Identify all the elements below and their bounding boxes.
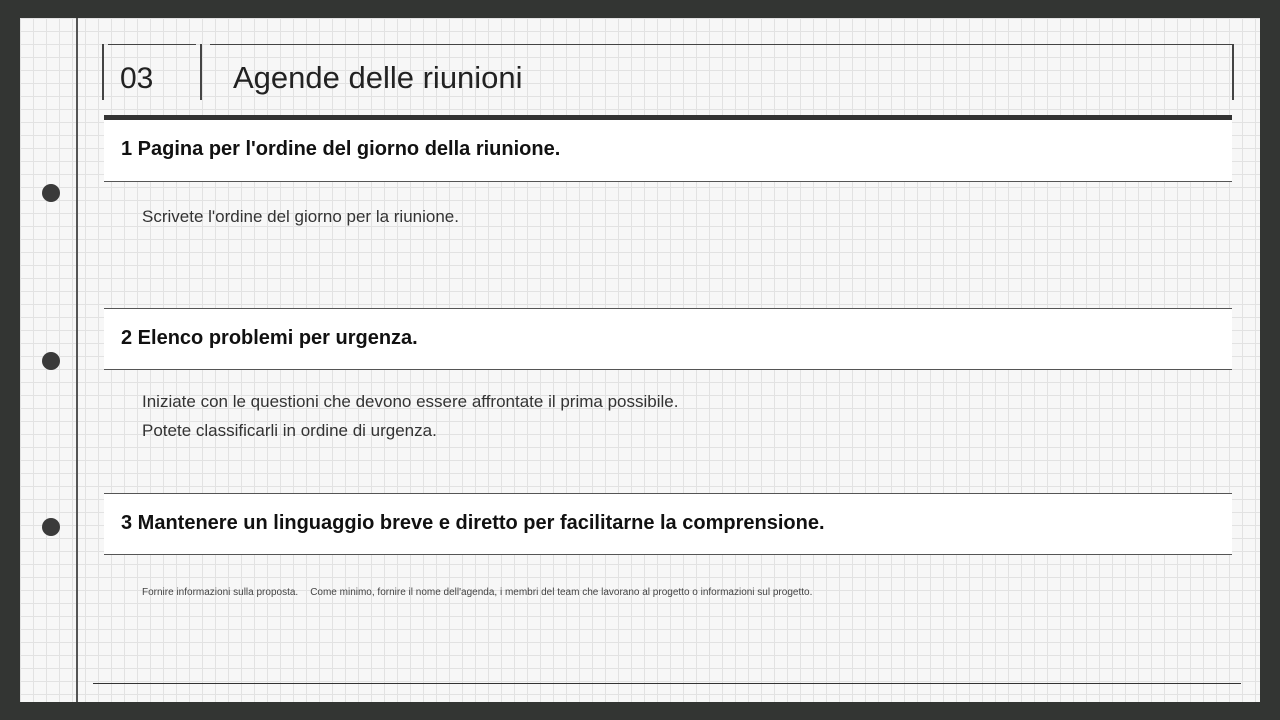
page-title: Agende delle riunioni	[233, 60, 523, 95]
section-body-text: Iniziate con le questioni che devono essere affrontate il prima possibile.	[142, 392, 679, 411]
section-heading: 3 Mantenere un linguaggio breve e diretto per facilitarne la comprensione.	[121, 512, 825, 534]
bottom-rule	[93, 683, 1241, 684]
margin-line	[76, 18, 78, 702]
section-body-text: Potete classificarli in ordine di urgenza.	[142, 421, 437, 440]
section-footnote-text	[142, 587, 812, 598]
binder-hole	[42, 184, 60, 202]
section-footnote-part: Come minimo, fornire il nome dell'agenda, i membri del team che lavorano al progetto o informazioni sul progetto.	[310, 587, 813, 598]
binder-hole	[42, 352, 60, 370]
notebook-page	[20, 18, 1260, 702]
binder-hole	[42, 518, 60, 536]
section-heading-band	[104, 493, 1232, 555]
section-number-box-top-rule	[108, 44, 196, 45]
section-heading: 2 Elenco problemi per urgenza.	[121, 327, 418, 349]
section-heading-band	[104, 120, 1232, 182]
section-heading-band	[104, 308, 1232, 370]
section-footnote-part: Fornire informazioni sulla proposta.	[142, 587, 299, 598]
section-heading: 1 Pagina per l'ordine del giorno della riunione.	[121, 138, 561, 160]
section-number: 03	[120, 62, 154, 95]
section-body-text: Scrivete l'ordine del giorno per la riunione.	[142, 207, 459, 226]
